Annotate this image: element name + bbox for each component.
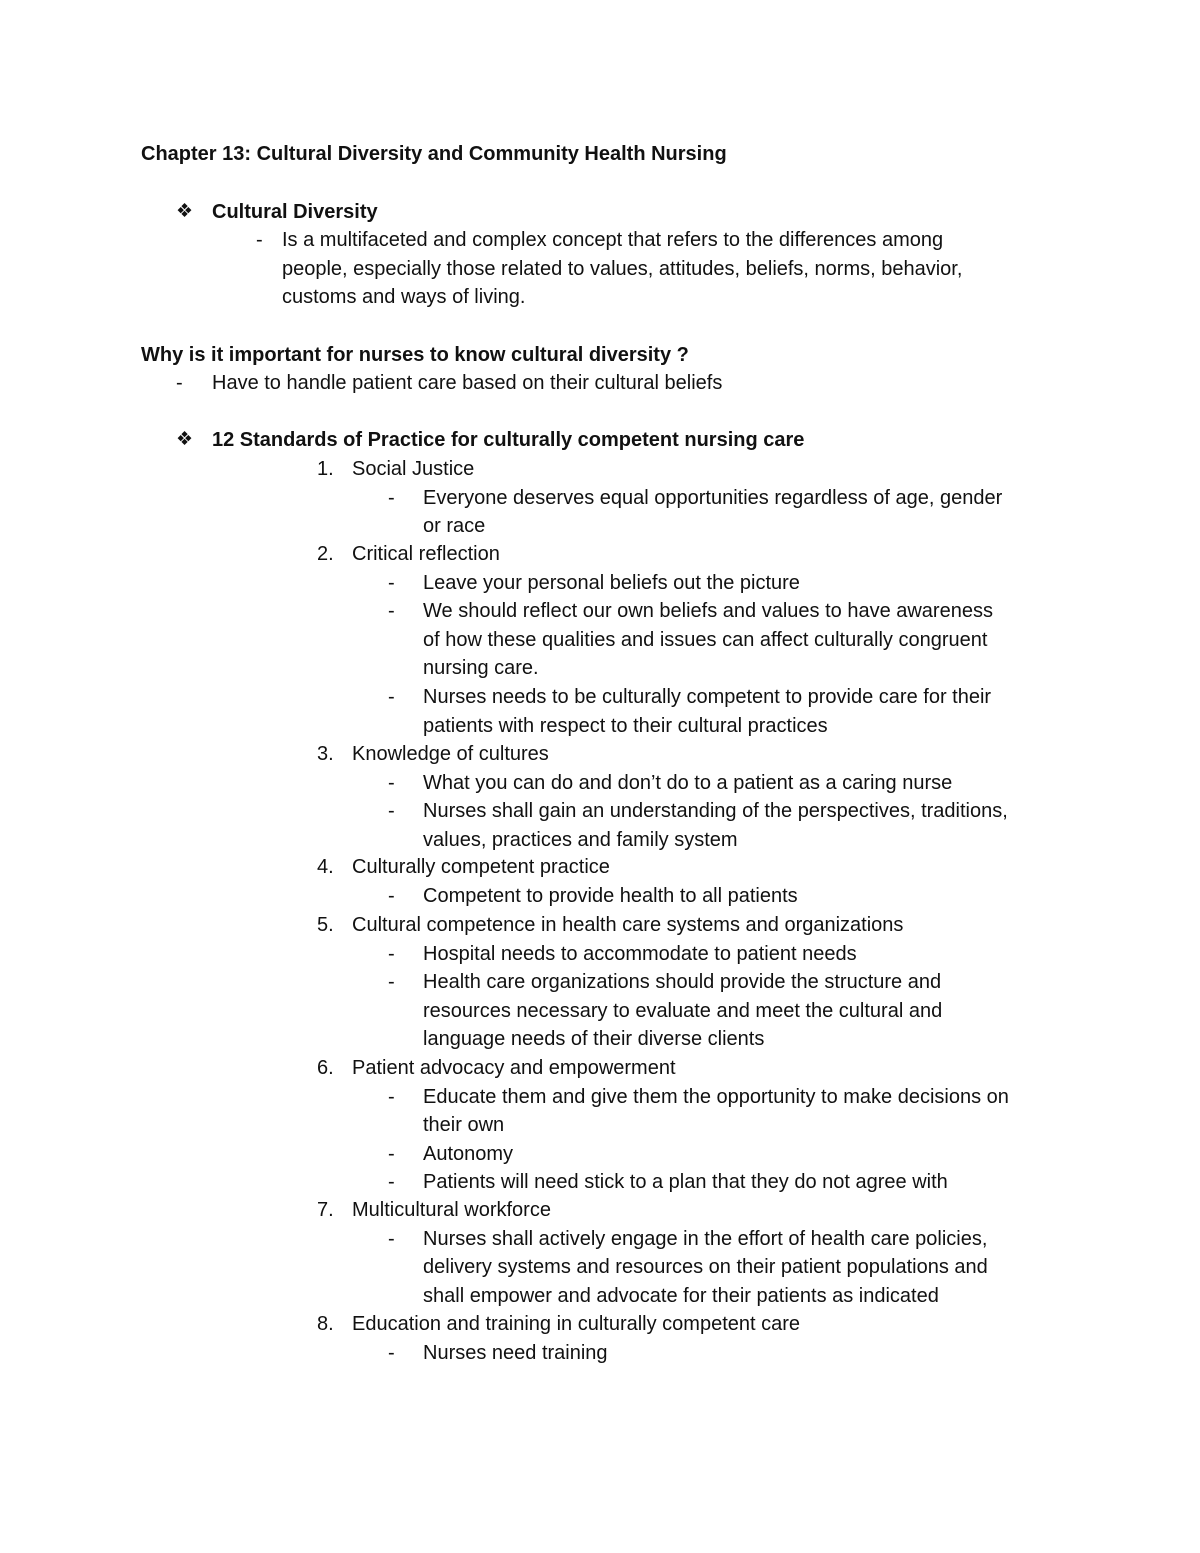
standard-detail-line: their own [423,1114,505,1136]
standard-detail-line: Everyone deserves equal opportunities regardless of age, gender [423,487,1003,509]
standard-detail-line: of how these qualities and issues can affect culturally congruent [423,629,988,651]
dash-bullet: - [388,772,395,794]
standard-number: 8. [317,1313,334,1335]
standard-title: Patient advocacy and empowerment [352,1057,676,1079]
standard-detail-line: language needs of their diverse clients [423,1028,765,1050]
dash-bullet: - [388,686,395,708]
dash-bullet: - [256,229,263,251]
dash-bullet: - [388,1143,395,1165]
standard-number: 2. [317,543,334,565]
section-heading-cultural-diversity: Cultural Diversity [212,201,378,223]
standard-detail-line: Health care organizations should provide the structure and [423,971,942,993]
standard-detail-line: Nurses needs to be culturally competent to provide care for their [423,686,992,708]
question-heading: Why is it important for nurses to know cultural diversity ? [141,344,689,366]
standard-detail-line: shall empower and advocate for their patients as indicated [423,1285,939,1307]
dash-bullet: - [388,487,395,509]
definition-line: customs and ways of living. [282,286,526,308]
standard-number: 5. [317,914,334,936]
dash-bullet: - [388,800,395,822]
standard-detail-line: resources necessary to evaluate and meet the cultural and [423,1000,943,1022]
standard-detail-line: delivery systems and resources on their patient populations and [423,1256,988,1278]
dash-bullet: - [388,1342,395,1364]
dash-bullet: - [388,1086,395,1108]
dash-bullet: - [388,600,395,622]
definition-line: people, especially those related to values, attitudes, beliefs, norms, behavior, [282,258,963,280]
dash-bullet: - [388,943,395,965]
standard-number: 4. [317,856,334,878]
standard-detail-line: patients with respect to their cultural practices [423,715,828,737]
standard-title: Knowledge of cultures [352,743,549,765]
section-heading-standards: 12 Standards of Practice for culturally competent nursing care [212,429,805,451]
standard-number: 6. [317,1057,334,1079]
dash-bullet: - [388,971,395,993]
standard-number: 3. [317,743,334,765]
standard-title: Critical reflection [352,543,500,565]
standard-title: Cultural competence in health care systems and organizations [352,914,904,936]
dash-bullet: - [388,1171,395,1193]
standard-detail-line: Nurses shall actively engage in the effort of health care policies, [423,1228,988,1250]
standard-detail-line: We should reflect our own beliefs and values to have awareness [423,600,993,622]
standard-number: 7. [317,1199,334,1221]
dash-bullet: - [388,572,395,594]
standard-detail-line: values, practices and family system [423,829,738,851]
standard-detail-line: Competent to provide health to all patients [423,885,798,907]
standard-detail-line: Autonomy [423,1143,514,1165]
definition-line: Is a multifaceted and complex concept that refers to the differences among [282,229,944,251]
standard-title: Culturally competent practice [352,856,610,878]
diamond-bullet-icon: ❖ [176,201,194,222]
standard-title: Education and training in culturally competent care [352,1313,801,1335]
question-answer: Have to handle patient care based on their cultural beliefs [212,372,723,394]
standard-detail-line: Patients will need stick to a plan that they do not agree with [423,1171,948,1193]
standard-detail-line: nursing care. [423,657,539,679]
standard-detail-line: Nurses shall gain an understanding of the perspectives, traditions, [423,800,1008,822]
dash-bullet: - [388,885,395,907]
standard-title: Multicultural workforce [352,1199,551,1221]
standard-detail-line: Educate them and give them the opportunity to make decisions on [423,1086,1009,1108]
diamond-bullet-icon: ❖ [176,429,194,450]
dash-bullet: - [388,1228,395,1250]
standard-detail-line: What you can do and don’t do to a patient as a caring nurse [423,772,953,794]
standard-detail-line: Leave your personal beliefs out the picture [423,572,800,594]
page-title: Chapter 13: Cultural Diversity and Community Health Nursing [141,143,727,165]
standard-title: Social Justice [352,458,475,480]
standard-number: 1. [317,458,334,480]
dash-bullet: - [176,372,183,394]
standard-detail-line: Nurses need training [423,1342,608,1364]
standard-detail-line: or race [423,515,486,537]
standard-detail-line: Hospital needs to accommodate to patient needs [423,943,857,965]
